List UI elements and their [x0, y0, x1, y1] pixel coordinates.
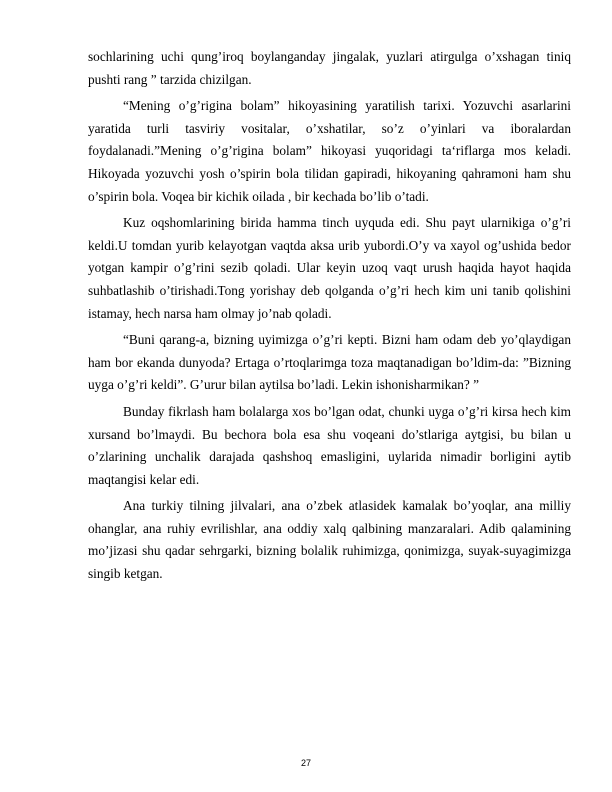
- body-text: [88, 46, 571, 590]
- paragraph-story-history: “Mening o’g’rigina bolam” hikoyasining yaratilish tarixi. Yozuvchi asarlarini yaratida turli tasviriy vositalar, o’xshatilar, so’z o’yinlari va iboralardan foydalanadi.”Mening o’g’rigina bolam” hikoyasi yuqoridagi ta‘riflarga mos keladi. Hikoyada yozuvchi yosh o’spirin bola tilidan gapiradi, hikoyaning qahramoni ham shu o’spirin bola. Voqea bir kichik oilada , bir kechada bo’lib o’tadi.: [88, 98, 571, 204]
- paragraph-autumn-night: Kuz oqshomlarining birida hamma tinch uyquda edi. Shu payt ularnikiga o’g’ri keldi.U tomdan yurib kelayotgan vaqtda aksa urib yubordi.O’y va xayol og’ushida bedor yotgan kampir o’g’rini sezib qoladi. Ular keyin uzoq vaqt urush haqida hayot haqida suhbatlashib o’tirishadi.Tong yorishay deb qolganda o’g’ri hech kim uni tanib qolishini istamay, hech narsa ham olmay jo’nab qoladi.: [88, 215, 571, 321]
- paragraph-continuation: sochlarining uchi qung’iroq boylanganday jingalak, yuzlari atirgulga o’xshagan tiniq pushti rang ” tarzida chizilgan.: [88, 49, 571, 87]
- page-number: 27: [300, 758, 311, 768]
- paragraph-child-thinking: Bunday fikrlash ham bolalarga xos bo’lgan odat, chunki uyga o’g’ri kirsa hech kim xursand bo’lmaydi. Bu bechora bola esa shu voqeani do’stlariga aytgisi, bu bilan u o’zlarining unchalik darajada qashshoq emasligini, uylarida nimadir borligini aytib maqtangisi kelar edi.: [88, 403, 571, 487]
- paragraph-quote: “Buni qarang-a, bizning uyimizga o’g’ri kepti. Bizni ham odam deb yo’qlaydigan ham bor ekanda dunyoda? Ertaga o’rtoqlarimga toza maqtanadigan bo’ldim-da: ”Bizning uyga o’g’ri keldi”. G’urur bilan aytilsa bo’ladi. Lekin ishonisharmikan? ”: [88, 332, 571, 393]
- paragraph-language-beauty: Ana turkiy tilning jilvalari, ana o’zbek atlasidek kamalak bo’yoqlar, ana milliy ohanglar, ana ruhiy evrilishlar, ana oddiy xalq qalbining manzaralari. Adib qalamining mo’jizasi shu qadar sehrgarki, bizning bolalik ruhimizga, qonimizga, suyak-suyagimizga singib ketgan.: [88, 498, 571, 582]
